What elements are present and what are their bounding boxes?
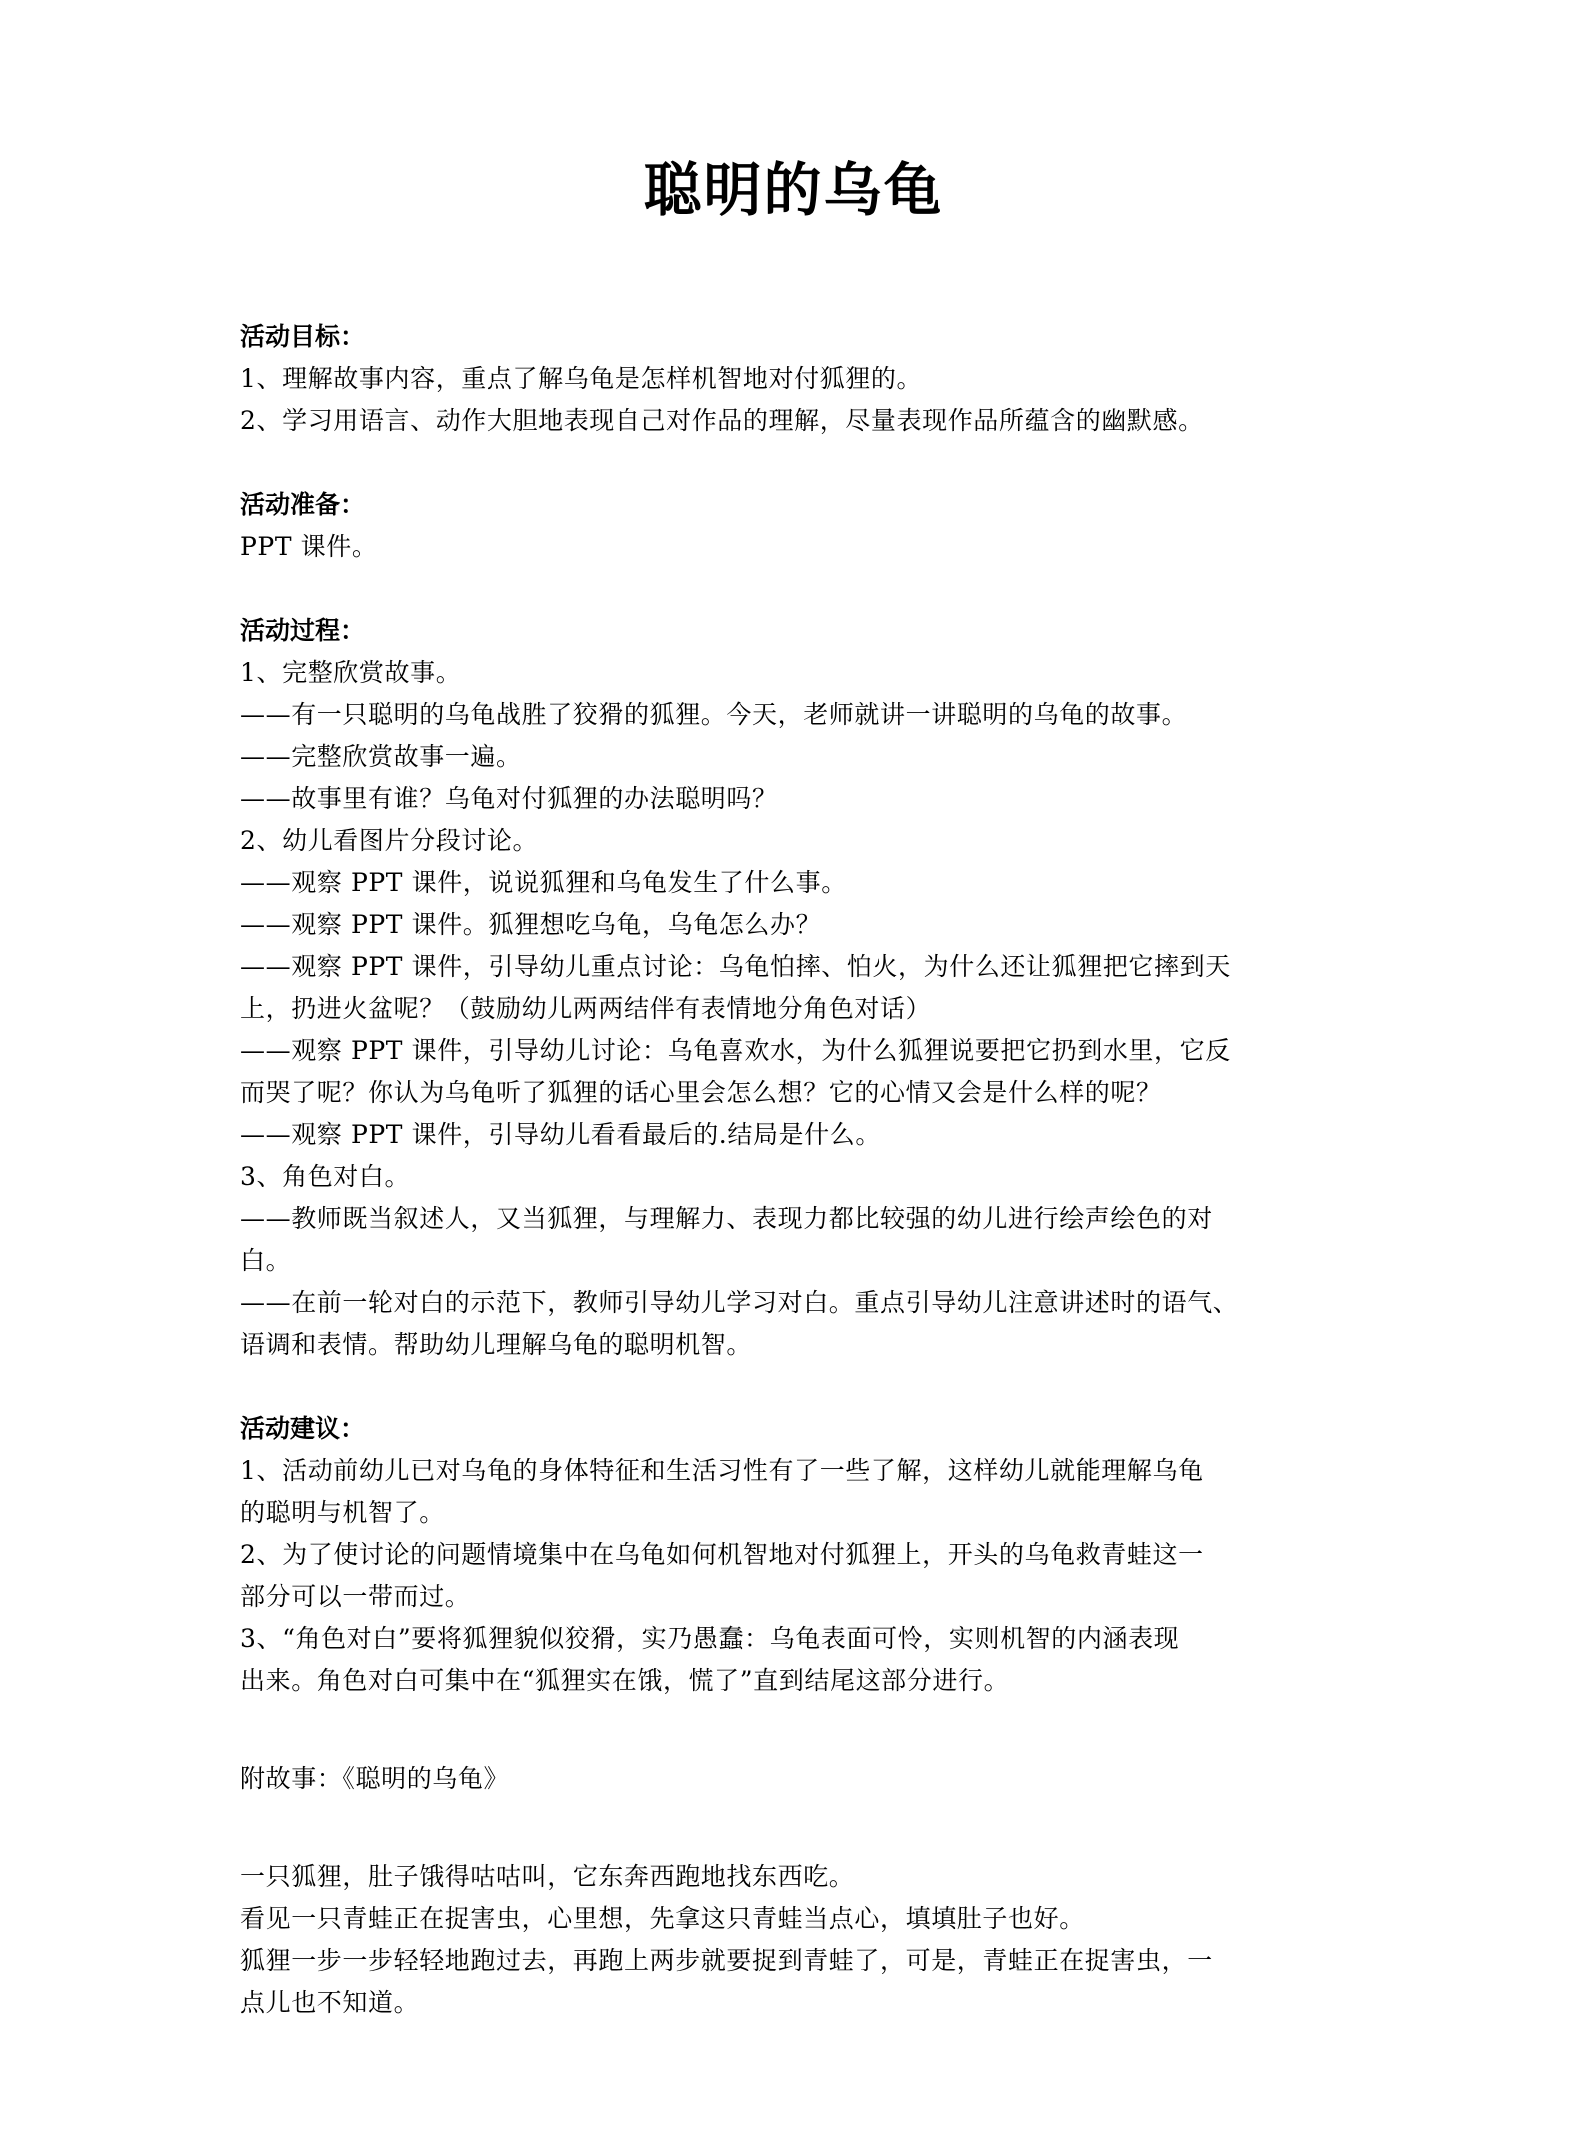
process-line: 3、角色对白。 (240, 1162, 411, 1191)
process-line: ——观察 PPT 课件。狐狸想吃乌龟，乌龟怎么办？ (240, 910, 822, 939)
process-line: 白。 (240, 1246, 292, 1275)
section-heading-process: 活动过程： (240, 616, 366, 645)
process-line: 语调和表情。帮助幼儿理解乌龟的聪明机智。 (240, 1330, 753, 1359)
process-line: ——故事里有谁？乌龟对付狐狸的办法聪明吗？ (240, 784, 778, 813)
spacer (240, 1702, 1350, 1758)
preparation-line: PPT 课件。 (240, 532, 378, 561)
suggestion-line: 部分可以一带而过。 (240, 1582, 471, 1611)
section-goals (240, 316, 1350, 442)
story-line: 点儿也不知道。 (240, 1988, 420, 2017)
process-line: 上，扔进火盆呢？（鼓励幼儿两两结伴有表情地分角色对话） (240, 994, 932, 1023)
suggestion-line: 1、活动前幼儿已对乌龟的身体特征和生活习性有了一些了解，这样幼儿就能理解乌龟 (240, 1456, 1204, 1485)
story-line: 看见一只青蛙正在捉害虫，心里想，先拿这只青蛙当点心，填填肚子也好。 (240, 1904, 1085, 1933)
spacer (240, 1800, 1350, 1856)
section-process (240, 610, 1350, 1366)
process-line: 1、完整欣赏故事。 (240, 658, 462, 687)
process-line: ——在前一轮对白的示范下，教师引导幼儿学习对白。重点引导幼儿注意讲述时的语气、 (240, 1288, 1239, 1317)
document-body (240, 316, 1350, 2024)
spacer (240, 442, 1350, 484)
section-preparation (240, 484, 1350, 568)
process-line: 而哭了呢？你认为乌龟听了狐狸的话心里会怎么想？它的心情又会是什么样的呢？ (240, 1078, 1162, 1107)
process-line: ——观察 PPT 课件，引导幼儿重点讨论：乌龟怕摔、怕火，为什么还让狐狸把它摔到天 (240, 952, 1231, 981)
suggestion-line: 的聪明与机智了。 (240, 1498, 445, 1527)
goal-line: 2、学习用语言、动作大胆地表现自己对作品的理解，尽量表现作品所蕴含的幽默感。 (240, 406, 1204, 435)
goal-line: 1、理解故事内容，重点了解乌龟是怎样机智地对付狐狸的。 (240, 364, 923, 393)
story-line: 狐狸一步一步轻轻地跑过去，再跑上两步就要捉到青蛙了，可是，青蛙正在捉害虫，一 (240, 1946, 1213, 1975)
appendix-label: 附故事：《聪明的乌龟》 (240, 1764, 510, 1793)
process-line: 2、幼儿看图片分段讨论。 (240, 826, 539, 855)
suggestion-line: 3、“角色对白”要将狐狸貌似狡猾，实乃愚蠢：乌龟表面可怜，实则机智的内涵表现 (240, 1624, 1180, 1653)
section-heading-goals: 活动目标： (240, 322, 366, 351)
document-title: 聪明的乌龟 (643, 156, 944, 224)
process-line: ——完整欣赏故事一遍。 (240, 742, 522, 771)
section-suggestions (240, 1408, 1350, 1702)
spacer (240, 1366, 1350, 1408)
process-line: ——有一只聪明的乌龟战胜了狡猾的狐狸。今天，老师就讲一讲聪明的乌龟的故事。 (240, 700, 1188, 729)
suggestion-line: 出来。角色对白可集中在“狐狸实在饿，慌了”直到结尾这部分进行。 (240, 1666, 1010, 1695)
section-heading-preparation: 活动准备： (240, 490, 366, 519)
section-appendix-story (240, 1758, 1350, 2024)
process-line: ——观察 PPT 课件，引导幼儿讨论：乌龟喜欢水，为什么狐狸说要把它扔到水里，它反 (240, 1036, 1231, 1065)
story-line: 一只狐狸，肚子饿得咕咕叫，它东奔西跑地找东西吃。 (240, 1862, 855, 1891)
suggestion-line: 2、为了使讨论的问题情境集中在乌龟如何机智地对付狐狸上，开头的乌龟救青蛙这一 (240, 1540, 1204, 1569)
process-line: ——教师既当叙述人，又当狐狸，与理解力、表现力都比较强的幼儿进行绘声绘色的对 (240, 1204, 1213, 1233)
process-line: ——观察 PPT 课件，引导幼儿看看最后的.结局是什么。 (240, 1120, 881, 1149)
section-heading-suggestions: 活动建议： (240, 1414, 366, 1443)
spacer (240, 568, 1350, 610)
process-line: ——观察 PPT 课件，说说狐狸和乌龟发生了什么事。 (240, 868, 847, 897)
